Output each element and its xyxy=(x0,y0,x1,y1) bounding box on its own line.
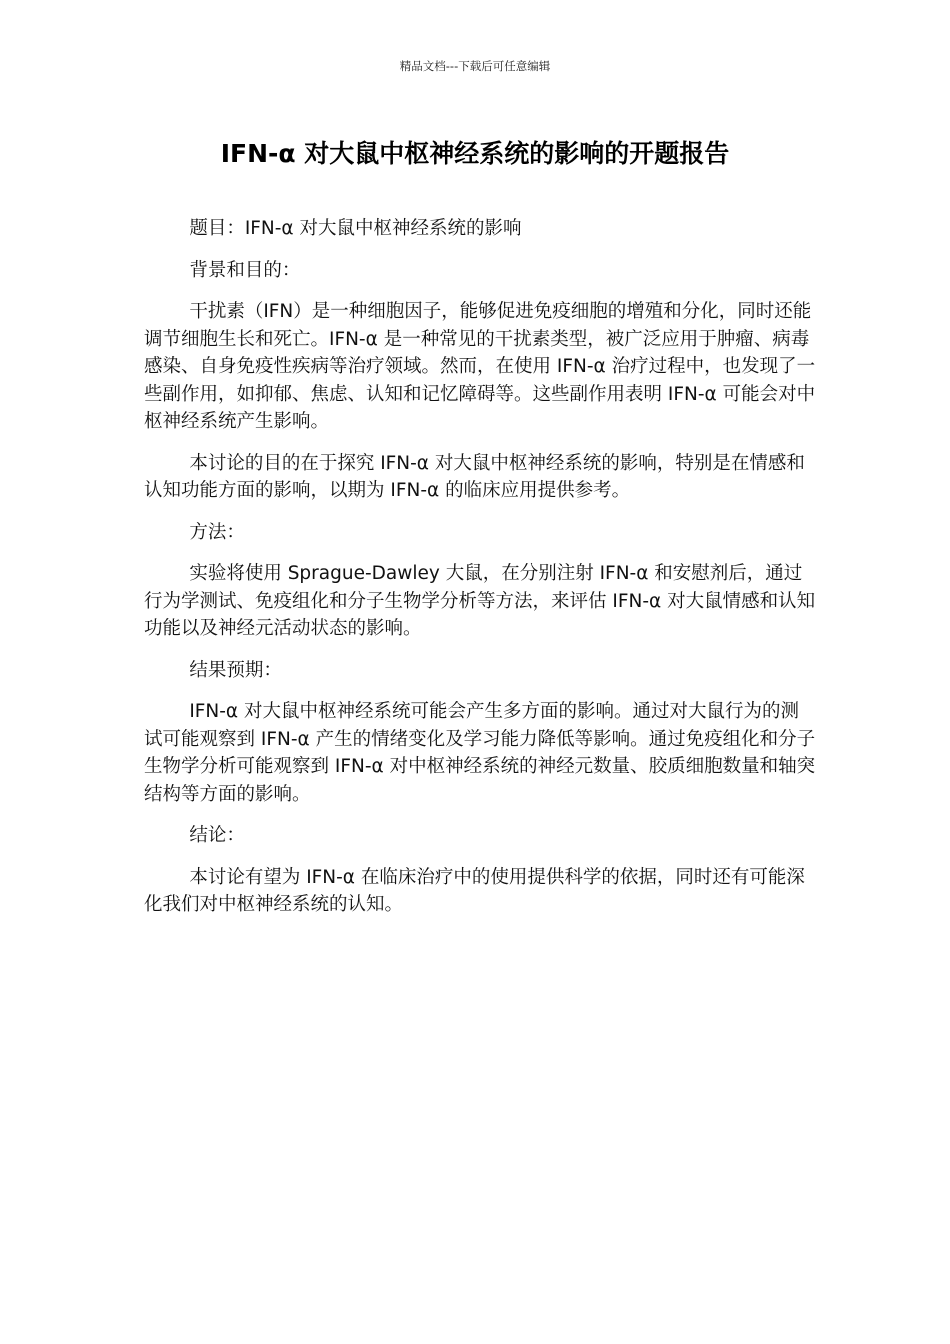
document-title: IFN-α 对大鼠中枢神经系统的影响的开题报告 xyxy=(220,139,730,168)
conclusion-heading: 结论： xyxy=(189,825,245,846)
purpose-paragraph: 本讨论的目的在于探究 IFN-α 对大鼠中枢神经系统的影响，特别是在情感和认知功能方面的影响，以期为 IFN-α 的临床应用提供参考。 xyxy=(144,452,805,501)
expected-results-heading: 结果预期： xyxy=(189,659,282,681)
header-note: 精品文档---下载后可任意编辑 xyxy=(399,59,551,73)
document-body xyxy=(144,215,816,933)
methods-paragraph: 实验将使用 Sprague-Dawley 大鼠，在分别注射 IFN-α 和安慰剂后，通过行为学测试、免疫组化和分子生物学分析等方法，来评估 IFN-α 对大鼠情感和认知功能以及神经元活动状态的影响。 xyxy=(144,563,816,639)
background-heading: 背景和目的： xyxy=(189,259,301,281)
background-paragraph: 干扰素（IFN）是一种细胞因子，能够促进免疫细胞的增殖和分化，同时还能调节细胞生长和死亡。IFN-α 是一种常见的干扰素类型，被广泛应用于肿瘤、病毒感染、自身免疫性疾病等治疗领域。然而，在使用 IFN-α 治疗过程中，也发现了一些副作用，如抑郁、焦虑、认知和记忆障碍等。这些副作用表明 IFN-α 可能会对中枢神经系统产生影响。 xyxy=(144,301,816,432)
topic-line: 题目：IFN-α 对大鼠中枢神经系统的影响 xyxy=(189,218,522,239)
methods-heading: 方法： xyxy=(189,521,245,543)
conclusion-paragraph: 本讨论有望为 IFN-α 在临床治疗中的使用提供科学的依据，同时还有可能深化我们对中枢神经系统的认知。 xyxy=(144,866,805,915)
expected-results-paragraph: IFN-α 对大鼠中枢神经系统可能会产生多方面的影响。通过对大鼠行为的测试可能观察到 IFN-α 产生的情绪变化及学习能力降低等影响。通过免疫组化和分子生物学分析可能观察到 IFN-α 对中枢神经系统的神经元数量、胶质细胞数量和轴突结构等方面的影响。 xyxy=(144,701,816,805)
